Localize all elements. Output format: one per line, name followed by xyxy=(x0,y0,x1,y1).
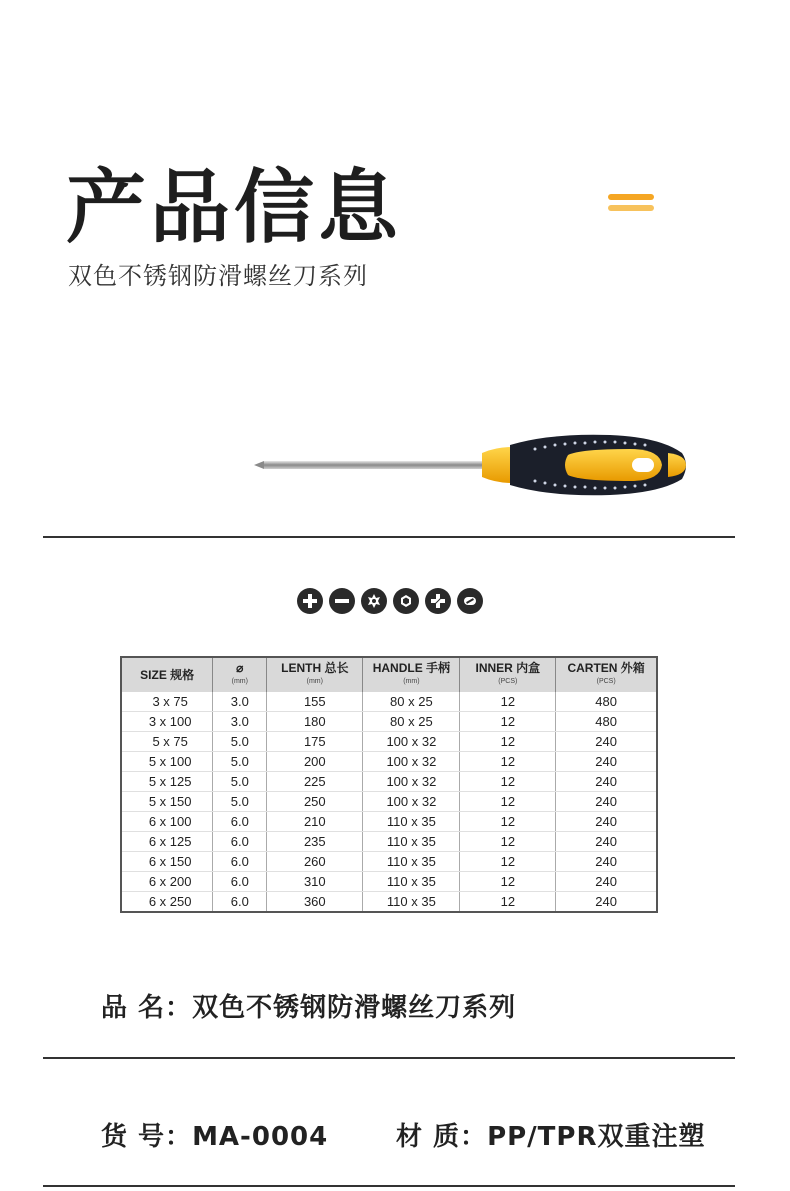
table-cell: 12 xyxy=(460,832,556,852)
table-cell: 80 x 25 xyxy=(363,692,460,712)
table-row xyxy=(121,752,657,772)
screwdriver-icon xyxy=(250,425,690,500)
table-row xyxy=(121,732,657,752)
accent-bar-top xyxy=(608,194,654,200)
table-cell: 180 xyxy=(267,712,363,732)
spec-header-cell xyxy=(213,657,267,692)
table-cell: 5 x 75 xyxy=(121,732,213,752)
torx-icon xyxy=(361,588,387,614)
table-cell: 12 xyxy=(460,812,556,832)
phillips-icon xyxy=(297,588,323,614)
table-cell: 155 xyxy=(267,692,363,712)
table-row xyxy=(121,792,657,812)
table-cell: 240 xyxy=(556,892,657,913)
table-cell: 12 xyxy=(460,792,556,812)
table-cell: 240 xyxy=(556,772,657,792)
table-cell: 480 xyxy=(556,692,657,712)
table-cell: 200 xyxy=(267,752,363,772)
table-row xyxy=(121,872,657,892)
table-row xyxy=(121,712,657,732)
table-cell: 80 x 25 xyxy=(363,712,460,732)
pozidriv-icon xyxy=(425,588,451,614)
table-row xyxy=(121,852,657,872)
spec-header-cell xyxy=(556,657,657,692)
table-cell: 6 x 100 xyxy=(121,812,213,832)
product-material-row xyxy=(396,1116,705,1153)
spec-header-unit: (mm) xyxy=(403,678,420,685)
table-cell: 6 x 125 xyxy=(121,832,213,852)
table-cell: 225 xyxy=(267,772,363,792)
spec-header-label: ⌀ xyxy=(236,661,244,675)
table-cell: 5 x 150 xyxy=(121,792,213,812)
table-row xyxy=(121,692,657,712)
table-cell: 3 x 75 xyxy=(121,692,213,712)
product-model-value: MA-0004 xyxy=(192,1122,329,1152)
product-model-row xyxy=(101,1116,328,1153)
spec-table-header xyxy=(121,657,657,692)
table-cell: 12 xyxy=(460,772,556,792)
spec-header-cell xyxy=(363,657,460,692)
divider-top xyxy=(43,536,735,538)
product-name-value: 双色不锈钢防滑螺丝刀系列 xyxy=(192,993,517,1023)
table-cell: 260 xyxy=(267,852,363,872)
table-cell: 100 x 32 xyxy=(363,772,460,792)
page-subtitle: 双色不锈钢防滑螺丝刀系列 xyxy=(68,262,368,290)
divider-middle xyxy=(43,1057,735,1059)
table-cell: 5.0 xyxy=(213,772,267,792)
table-row xyxy=(121,812,657,832)
table-cell: 240 xyxy=(556,872,657,892)
page-title: 产品信息 xyxy=(66,161,402,254)
product-name-row xyxy=(101,987,516,1024)
table-cell: 110 x 35 xyxy=(363,812,460,832)
table-cell: 250 xyxy=(267,792,363,812)
hex-icon xyxy=(393,588,419,614)
table-cell: 5 x 125 xyxy=(121,772,213,792)
table-cell: 5 x 100 xyxy=(121,752,213,772)
spec-header-cell xyxy=(267,657,363,692)
table-cell: 6.0 xyxy=(213,892,267,913)
table-cell: 3.0 xyxy=(213,692,267,712)
table-cell: 100 x 32 xyxy=(363,792,460,812)
spec-header-label: CARTEN 外箱 xyxy=(567,661,645,675)
table-cell: 235 xyxy=(267,832,363,852)
spec-header-cell xyxy=(121,657,213,692)
spec-header-label: HANDLE 手柄 xyxy=(372,661,451,675)
table-cell: 240 xyxy=(556,732,657,752)
table-cell: 12 xyxy=(460,892,556,913)
table-cell: 210 xyxy=(267,812,363,832)
table-cell: 6.0 xyxy=(213,872,267,892)
table-cell: 100 x 32 xyxy=(363,732,460,752)
table-cell: 12 xyxy=(460,852,556,872)
table-cell: 240 xyxy=(556,852,657,872)
table-cell: 240 xyxy=(556,752,657,772)
table-row xyxy=(121,892,657,913)
spec-header-label: SIZE 规格 xyxy=(140,667,195,682)
table-cell: 3.0 xyxy=(213,712,267,732)
table-cell: 100 x 32 xyxy=(363,752,460,772)
spec-header-label: LENTH 总长 xyxy=(281,661,349,675)
spec-table-body xyxy=(121,692,657,912)
table-cell: 480 xyxy=(556,712,657,732)
product-name-label: 品 名： xyxy=(101,993,193,1023)
table-cell: 6.0 xyxy=(213,812,267,832)
table-cell: 240 xyxy=(556,832,657,852)
spec-header-label: INNER 内盒 xyxy=(475,661,541,675)
table-cell: 12 xyxy=(460,732,556,752)
table-row xyxy=(121,772,657,792)
spec-table xyxy=(120,656,658,913)
table-cell: 5.0 xyxy=(213,752,267,772)
slotted-icon xyxy=(329,588,355,614)
table-cell: 5.0 xyxy=(213,792,267,812)
table-cell: 3 x 100 xyxy=(121,712,213,732)
tri-wing-icon xyxy=(457,588,483,614)
spec-header-cell xyxy=(460,657,556,692)
accent-bar-bottom xyxy=(608,205,654,211)
table-cell: 5.0 xyxy=(213,732,267,752)
divider-bottom xyxy=(43,1185,735,1187)
product-material-label: 材 质： xyxy=(396,1122,488,1152)
spec-header-unit: (mm) xyxy=(231,678,248,685)
table-cell: 6.0 xyxy=(213,852,267,872)
tip-type-icons xyxy=(297,586,497,616)
table-cell: 6 x 150 xyxy=(121,852,213,872)
spec-header-unit: (mm) xyxy=(306,678,323,685)
spec-header-unit: (PCS) xyxy=(596,678,616,685)
product-model-label: 货 号： xyxy=(101,1122,193,1152)
table-cell: 110 x 35 xyxy=(363,872,460,892)
table-cell: 110 x 35 xyxy=(363,852,460,872)
product-material-value: PP/TPR双重注塑 xyxy=(487,1122,706,1152)
table-cell: 110 x 35 xyxy=(363,892,460,913)
table-cell: 310 xyxy=(267,872,363,892)
table-cell: 12 xyxy=(460,692,556,712)
table-cell: 240 xyxy=(556,812,657,832)
table-cell: 6 x 250 xyxy=(121,892,213,913)
table-cell: 175 xyxy=(267,732,363,752)
table-row xyxy=(121,832,657,852)
table-cell: 12 xyxy=(460,872,556,892)
spec-header-unit: (PCS) xyxy=(498,678,518,685)
table-cell: 12 xyxy=(460,712,556,732)
table-cell: 12 xyxy=(460,752,556,772)
table-cell: 110 x 35 xyxy=(363,832,460,852)
table-cell: 240 xyxy=(556,792,657,812)
table-cell: 360 xyxy=(267,892,363,913)
table-cell: 6.0 xyxy=(213,832,267,852)
table-cell: 6 x 200 xyxy=(121,872,213,892)
